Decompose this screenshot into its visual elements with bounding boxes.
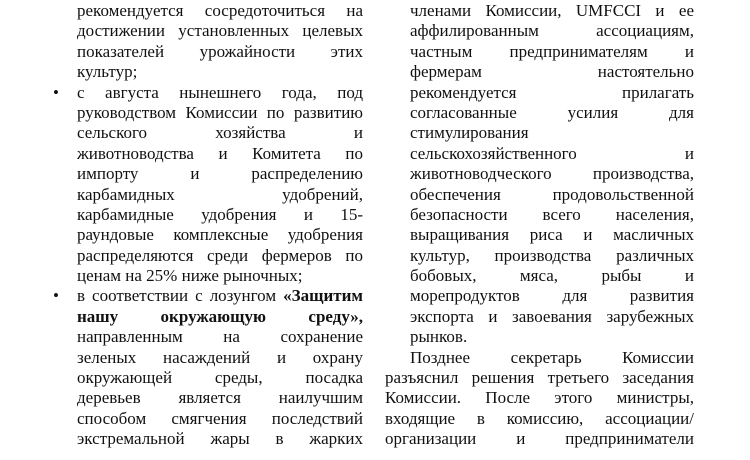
text-line: зеленых насаждений и охрану [77,347,363,367]
text-line: экспорта и завоевания зарубежных [410,306,694,326]
text-line: показателей урожайности этих [77,41,363,61]
text-line: обеспечения продовольственной [410,184,694,204]
text-line: рекомендуется прилагать [410,82,694,102]
text-line: окружающей среды, посадка [77,368,363,388]
text-line: сельского хозяйства и [77,123,363,143]
text-line: экстремальной жары в жарких [77,429,363,449]
bullet-list [50,1,363,450]
paragraph-secretary [385,348,694,450]
bullet-item-continued [50,1,363,83]
slogan-text: нашу окружающую среду [77,306,351,326]
text-line: морепродуктов для развития [410,286,694,306]
left-column [50,1,363,450]
text-line: культур; [77,62,138,82]
text-line: бобовых, мяса, рыбы и [410,266,694,286]
text-line: стимулирования [410,123,529,143]
text-line: руководством Комиссии по развитию [77,102,363,122]
text-line: входящие в комиссию, ассоциации/ [385,408,694,428]
slogan-close: », [350,306,363,326]
text-line: рынков. [410,327,468,347]
text-line: согласованные усилия для [410,102,694,122]
text-line: сельскохозяйственного и [410,143,694,163]
text-line: направленным на сохранение [77,327,363,347]
text-line: культур, производства различных [410,245,694,265]
bullet-icon: • [53,82,59,102]
text-line: безопасности всего населения, [410,204,694,224]
text-line [77,307,363,327]
text-line: достижении установленных целевых [77,21,363,41]
text-line: способом смягчения последствий [77,408,363,428]
bullet-item-urea [50,83,363,287]
text-line: Комиссии. После этого министры, [385,388,694,408]
text-line: аффилированным ассоциациям, [410,21,694,41]
text-line: выращивания риса и масличных [410,225,694,245]
text-line: импорту и распределению [77,164,363,184]
bullet-icon: • [53,286,59,306]
text-line: карбамидные удобрения и 15- [77,204,363,224]
text-line: животноводства и Комитета по [77,143,363,163]
bullet-item-environment [50,286,363,449]
text-line: организации и предприниматели [385,429,694,449]
text-line: распределяются среди фермеров по [77,245,363,265]
text-line: деревьев является наилучшим [77,388,363,408]
text-line: ценам на 25% ниже рыночных; [77,266,303,286]
text-line [77,286,363,306]
text-line: раундовые комплексные удобрения [77,225,363,245]
text-line: рекомендуется сосредоточиться на [77,1,363,20]
slogan-intro: в соответствии с лозунгом [77,286,284,306]
slogan-start: «Защитим [283,286,363,306]
text-line: Позднее секретарь Комиссии [410,347,694,367]
text-line: животноводческого производства, [410,164,694,184]
text-line: карбамидных удобрений, [77,184,363,204]
right-column [385,1,694,450]
text-line: разъяснил решения третьего заседания [385,368,694,388]
text-line: частным предпринимателям и [410,41,694,61]
text-line: фермерам настоятельно [410,62,694,82]
paragraph-continued [385,1,694,348]
text-line: членами Комиссии, UMFCCI и ее [410,1,694,20]
text-line: с августа нынешнего года, под [77,82,363,102]
